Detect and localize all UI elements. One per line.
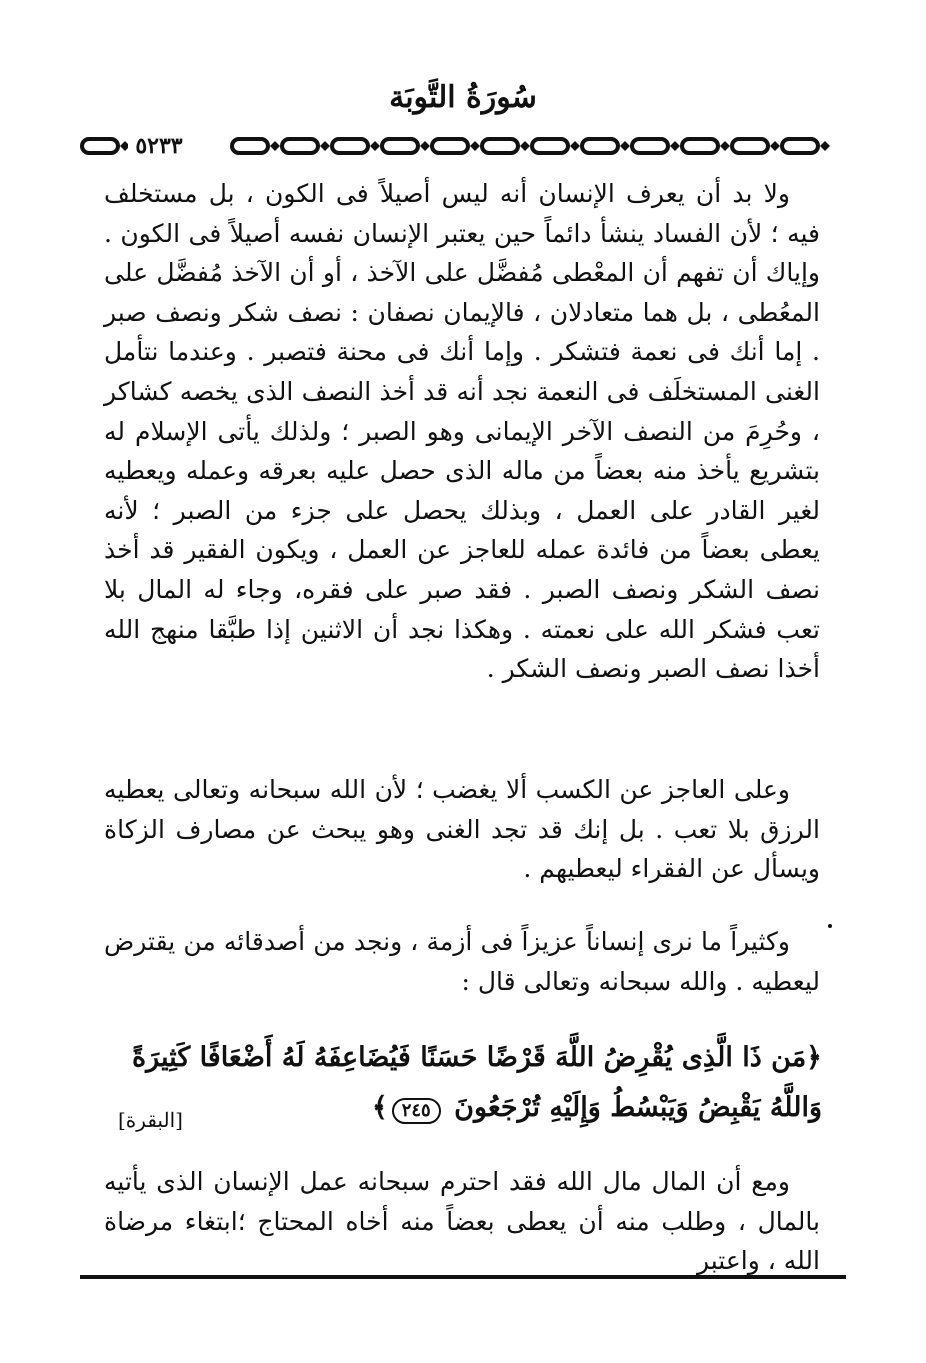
ornament-link [532, 139, 568, 153]
verse-closing-bracket: ﴾ [371, 1092, 388, 1123]
quran-verse [104, 1033, 822, 1133]
ornament-link [732, 139, 768, 153]
ornament-link [332, 139, 368, 153]
ornament-link [382, 139, 418, 153]
paragraph-4-text: ومع أن المال مال الله فقد احترم سبحانه عمل الإنسان الذى يأتيه بالمال ، وطلب منه أن يعطى بعضاً منه أخاه المحتاج ؛ابتغاء مرضاة الله ، واعتبر [104, 1167, 820, 1276]
paragraph-2-text: وعلى العاجز عن الكسب ألا يغضب ؛ لأن الله سبحانه وتعالى يعطيه الرزق بلا تعب . بل إنك قد تجد الغنى وهو يبحث عن مصارف الزكاة ويسأل عن الفقراء ليعطيهم . [104, 775, 820, 884]
paragraph-3 [104, 922, 820, 1001]
ornament-link [782, 139, 818, 153]
margin-dot [828, 924, 832, 928]
ornament-diamond [370, 141, 380, 151]
ornament-diamond [520, 141, 530, 151]
ornament-link [682, 139, 718, 153]
paragraph-3-text: وكثيراً ما نرى إنساناً عزيزاً فى أزمة ، ونجد من أصدقائه من يقترض ليعطيه . والله سبحانه وتعالى قال : [104, 927, 820, 996]
surah-title: سُورَةُ التَّوبَة [389, 80, 537, 115]
ornament-diamond [470, 141, 480, 151]
ornament-diamond [320, 141, 330, 151]
ayah-number: ٢٤٥ [392, 1098, 441, 1124]
ornament-link [632, 139, 668, 153]
verse-text: ﴿مَن ذَا الَّذِى يُقْرِضُ اللَّهَ قَرْضًا حَسَنًا فَيُضَاعِفَهُ لَهُ أَضْعَافًا كَثِيرَةً وَاللَّهُ يَقْبِضُ وَيَبْسُطُ وَإِلَيْهِ تُرْجَعُونَ [131, 1042, 822, 1123]
ornament-diamond [820, 141, 830, 151]
paragraph-2 [104, 770, 820, 889]
paragraph-1 [104, 174, 820, 689]
ornament-diamond [620, 141, 630, 151]
ornament-diamond [720, 141, 730, 151]
ornament-diamond [570, 141, 580, 151]
paragraph-1-text: ولا بد أن يعرف الإنسان أنه ليس أصيلاً فى الكون ، بل مستخلف فيه ؛ لأن الفساد ينشأ دائماً حين يعتبر الإنسان نفسه أصيلاً فى الكون . وإياك أن تفهم أن المعْطى مُفضَّل على الآخذ ، أو أن الآخذ مُفضَّل على المعُطى ، بل هما متعادلان ، فالإيمان نصفان : نصف شكر ونصف صبر . إما أنك فى نعمة فتشكر . وإما أنك فى محنة فتصبر . وعندما نتأمل الغنى المستخلَف فى النعمة نجد أنه قد أخذ النصف الذى يخصه كشاكر ، وحُرِمَ من النصف الآخر الإيمانى وهو الصبر ؛ ولذلك يأتى الإسلام له بتشريع يأخذ منه بعضاً من ماله الذى حصل عليه بعرقه وعمله ويعطيه لغير القادر على العمل ، وبذلك يحصل على جزء من الصبر ؛ لأنه يعطى بعضاً من فائدة عمله للعاجز عن العمل ، ويكون الفقير قد أخذ نصف الشكر ونصف الصبر . فقد صبر على فقره، وجاء له المال بلا تعب فشكر الله على نعمته . وهكذا نجد أن الاثنين إذا طبَّقا منهج الله أخذا نصف الصبر ونصف الشكر . [104, 179, 820, 684]
ornament-chain [80, 132, 846, 160]
ornament-link [582, 139, 618, 153]
ornament-diamond [670, 141, 680, 151]
ornament-link [432, 139, 468, 153]
ornament-link [282, 139, 318, 153]
paragraph-4 [104, 1162, 820, 1281]
ornament-diamond [270, 141, 280, 151]
ornament-link [232, 139, 268, 153]
surah-reference: [البقرة] [118, 1108, 183, 1132]
footer-rule [80, 1275, 846, 1279]
ornament-link [82, 139, 118, 153]
page-number: ٥٢٣٣ [128, 133, 190, 159]
ornament-link [482, 139, 518, 153]
ornament-diamond [420, 141, 430, 151]
header-ornament-border [80, 132, 846, 160]
ornament-diamond [770, 141, 780, 151]
